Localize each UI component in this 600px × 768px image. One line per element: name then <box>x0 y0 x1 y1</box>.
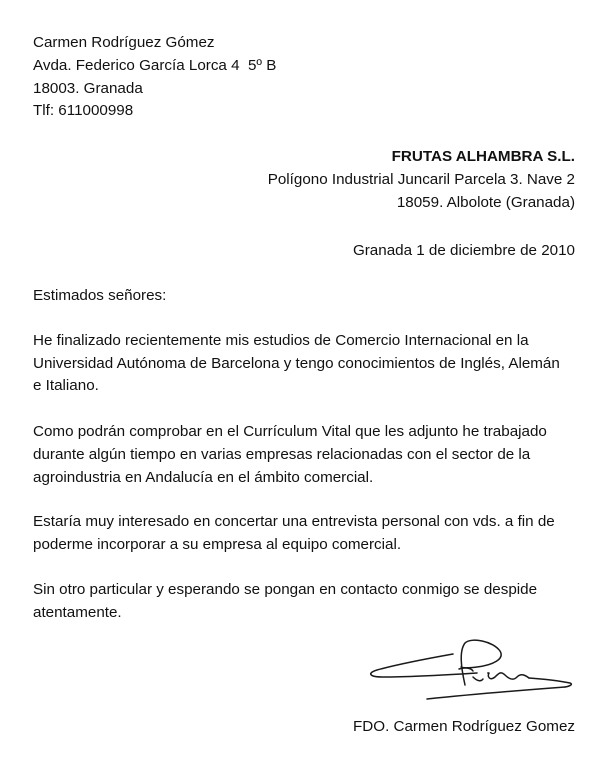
paragraph-line: agroindustria en Andalucía en el ámbito comercial. <box>33 469 374 486</box>
sender-name: Carmen Rodríguez Gómez <box>33 34 215 51</box>
paragraph-line: e Italiano. <box>33 377 99 394</box>
recipient-city: 18059. Albolote (Granada) <box>396 194 575 211</box>
letter-date: Granada 1 de diciembre de 2010 <box>352 242 575 259</box>
signature-icon <box>365 637 580 703</box>
paragraph-line: durante algún tiempo en varias empresas relacionadas con el sector de la <box>33 446 531 463</box>
greeting: Estimados señores: <box>33 287 167 304</box>
recipient-address: Polígono Industrial Juncaril Parcela 3. Nave 2 <box>267 171 575 188</box>
sender-city: 18003. Granada <box>33 80 143 97</box>
paragraph-line: Sin otro particular y esperando se pongan en contacto conmigo se despide <box>33 581 538 598</box>
paragraph-line: Estaría muy interesado en concertar una entrevista personal con vds. a fin de <box>33 513 555 530</box>
sender-address: Avda. Federico García Lorca 4 5º B <box>33 57 277 74</box>
sender-phone: Tlf: 611000998 <box>33 102 134 119</box>
paragraph-line: Como podrán comprobar en el Currículum Vital que les adjunto he trabajado <box>33 423 547 440</box>
paragraph-line: He finalizado recientemente mis estudios de Comercio Internacional en la <box>33 332 529 349</box>
signed-by: FDO. Carmen Rodríguez Gomez <box>353 718 575 735</box>
paragraph-line: atentamente. <box>33 604 122 621</box>
paragraph-line: poderme incorporar a su empresa al equipo comercial. <box>33 536 402 553</box>
recipient-company: FRUTAS ALHAMBRA S.L. <box>391 148 575 165</box>
paragraph-line: Universidad Autónoma de Barcelona y tengo conocimientos de Inglés, Alemán <box>33 355 560 372</box>
